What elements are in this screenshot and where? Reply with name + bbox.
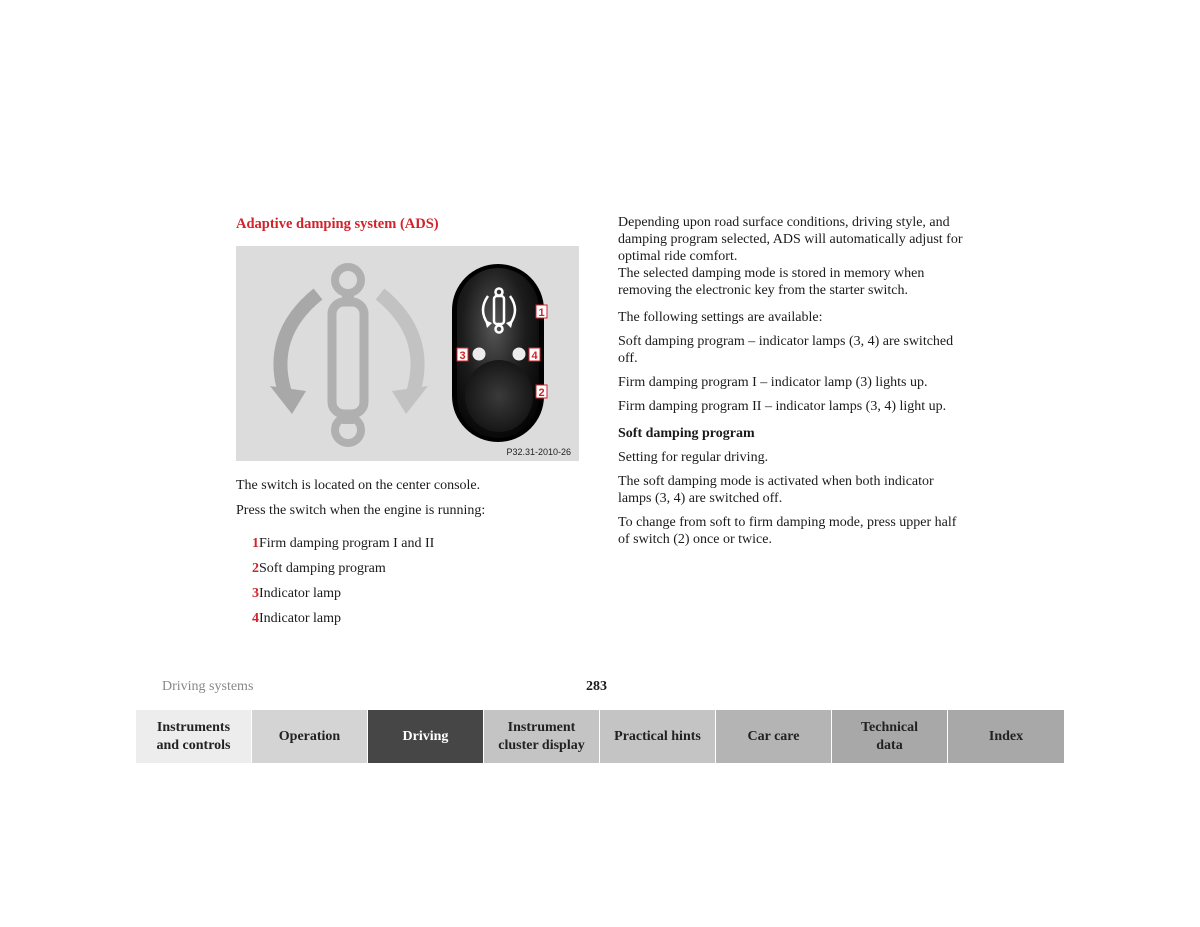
left-column [236,214,581,635]
callout-list [236,535,581,635]
intro-text: Depending upon road surface conditions, driving style, and damping program selected, ADS will automatically adjust for optimal ride comfort. [618,215,963,264]
list-item: 4 Indicator lamp [252,611,342,626]
tab-driving[interactable]: Driving [368,710,484,763]
shock-absorber-icon [332,267,364,443]
figure-code: P32.31-2010-26 [506,447,571,457]
footer-section-name: Driving systems [162,679,254,694]
soft-regular-text: Setting for regular driving. [618,450,769,465]
list-item: 3 Indicator lamp [252,586,342,601]
indicator-lamp-4 [513,348,526,361]
section-title: Adaptive damping system (ADS) [236,216,439,232]
tab-instrument-cluster-display[interactable]: Instrument cluster display [484,710,600,763]
soft-activated-text: The soft damping mode is activated when both indicator lamps (3, 4) are switched off. [618,474,934,506]
setting-firm-2: Firm damping program II – indicator lamps (3, 4) light up. [618,399,947,414]
callout-3: 3 [459,350,466,362]
ads-switch-illustration [236,246,579,461]
subheading-soft: Soft damping program [618,426,755,441]
tab-index[interactable]: Index [948,710,1064,763]
indicator-lamp-3 [473,348,486,361]
left-body [236,477,581,519]
soft-change-text: To change from soft to firm damping mode, press upper half of switch (2) once or twice. [618,515,957,547]
page-number: 283 [586,679,607,694]
tab-practical-hints[interactable]: Practical hints [600,710,716,763]
chapter-nav [136,710,1065,763]
ads-switch-figure [236,246,579,461]
tab-operation[interactable]: Operation [252,710,368,763]
callout-4: 4 [531,350,538,362]
memory-text: The selected damping mode is stored in memory when removing the electronic key from the starter switch. [618,266,925,298]
rotation-arrows-icon [270,294,428,414]
location-text: The switch is located on the center console. [236,478,481,493]
settings-intro: The following settings are available: [618,310,823,325]
list-item: 1 Firm damping program I and II [252,536,435,551]
callout-1: 1 [538,307,545,319]
list-item: 2 Soft damping program [252,561,386,576]
callout-2: 2 [538,387,545,399]
tab-technical-data[interactable]: Technical data [832,710,948,763]
setting-firm-1: Firm damping program I – indicator lamp (3) lights up. [618,375,928,390]
right-column [618,214,968,555]
press-text: Press the switch when the engine is running: [236,503,486,518]
setting-soft: Soft damping program – indicator lamps (3, 4) are switched off. [618,334,954,366]
tab-car-care[interactable]: Car care [716,710,832,763]
tab-instruments-and-controls[interactable]: Instruments and controls [136,710,252,763]
